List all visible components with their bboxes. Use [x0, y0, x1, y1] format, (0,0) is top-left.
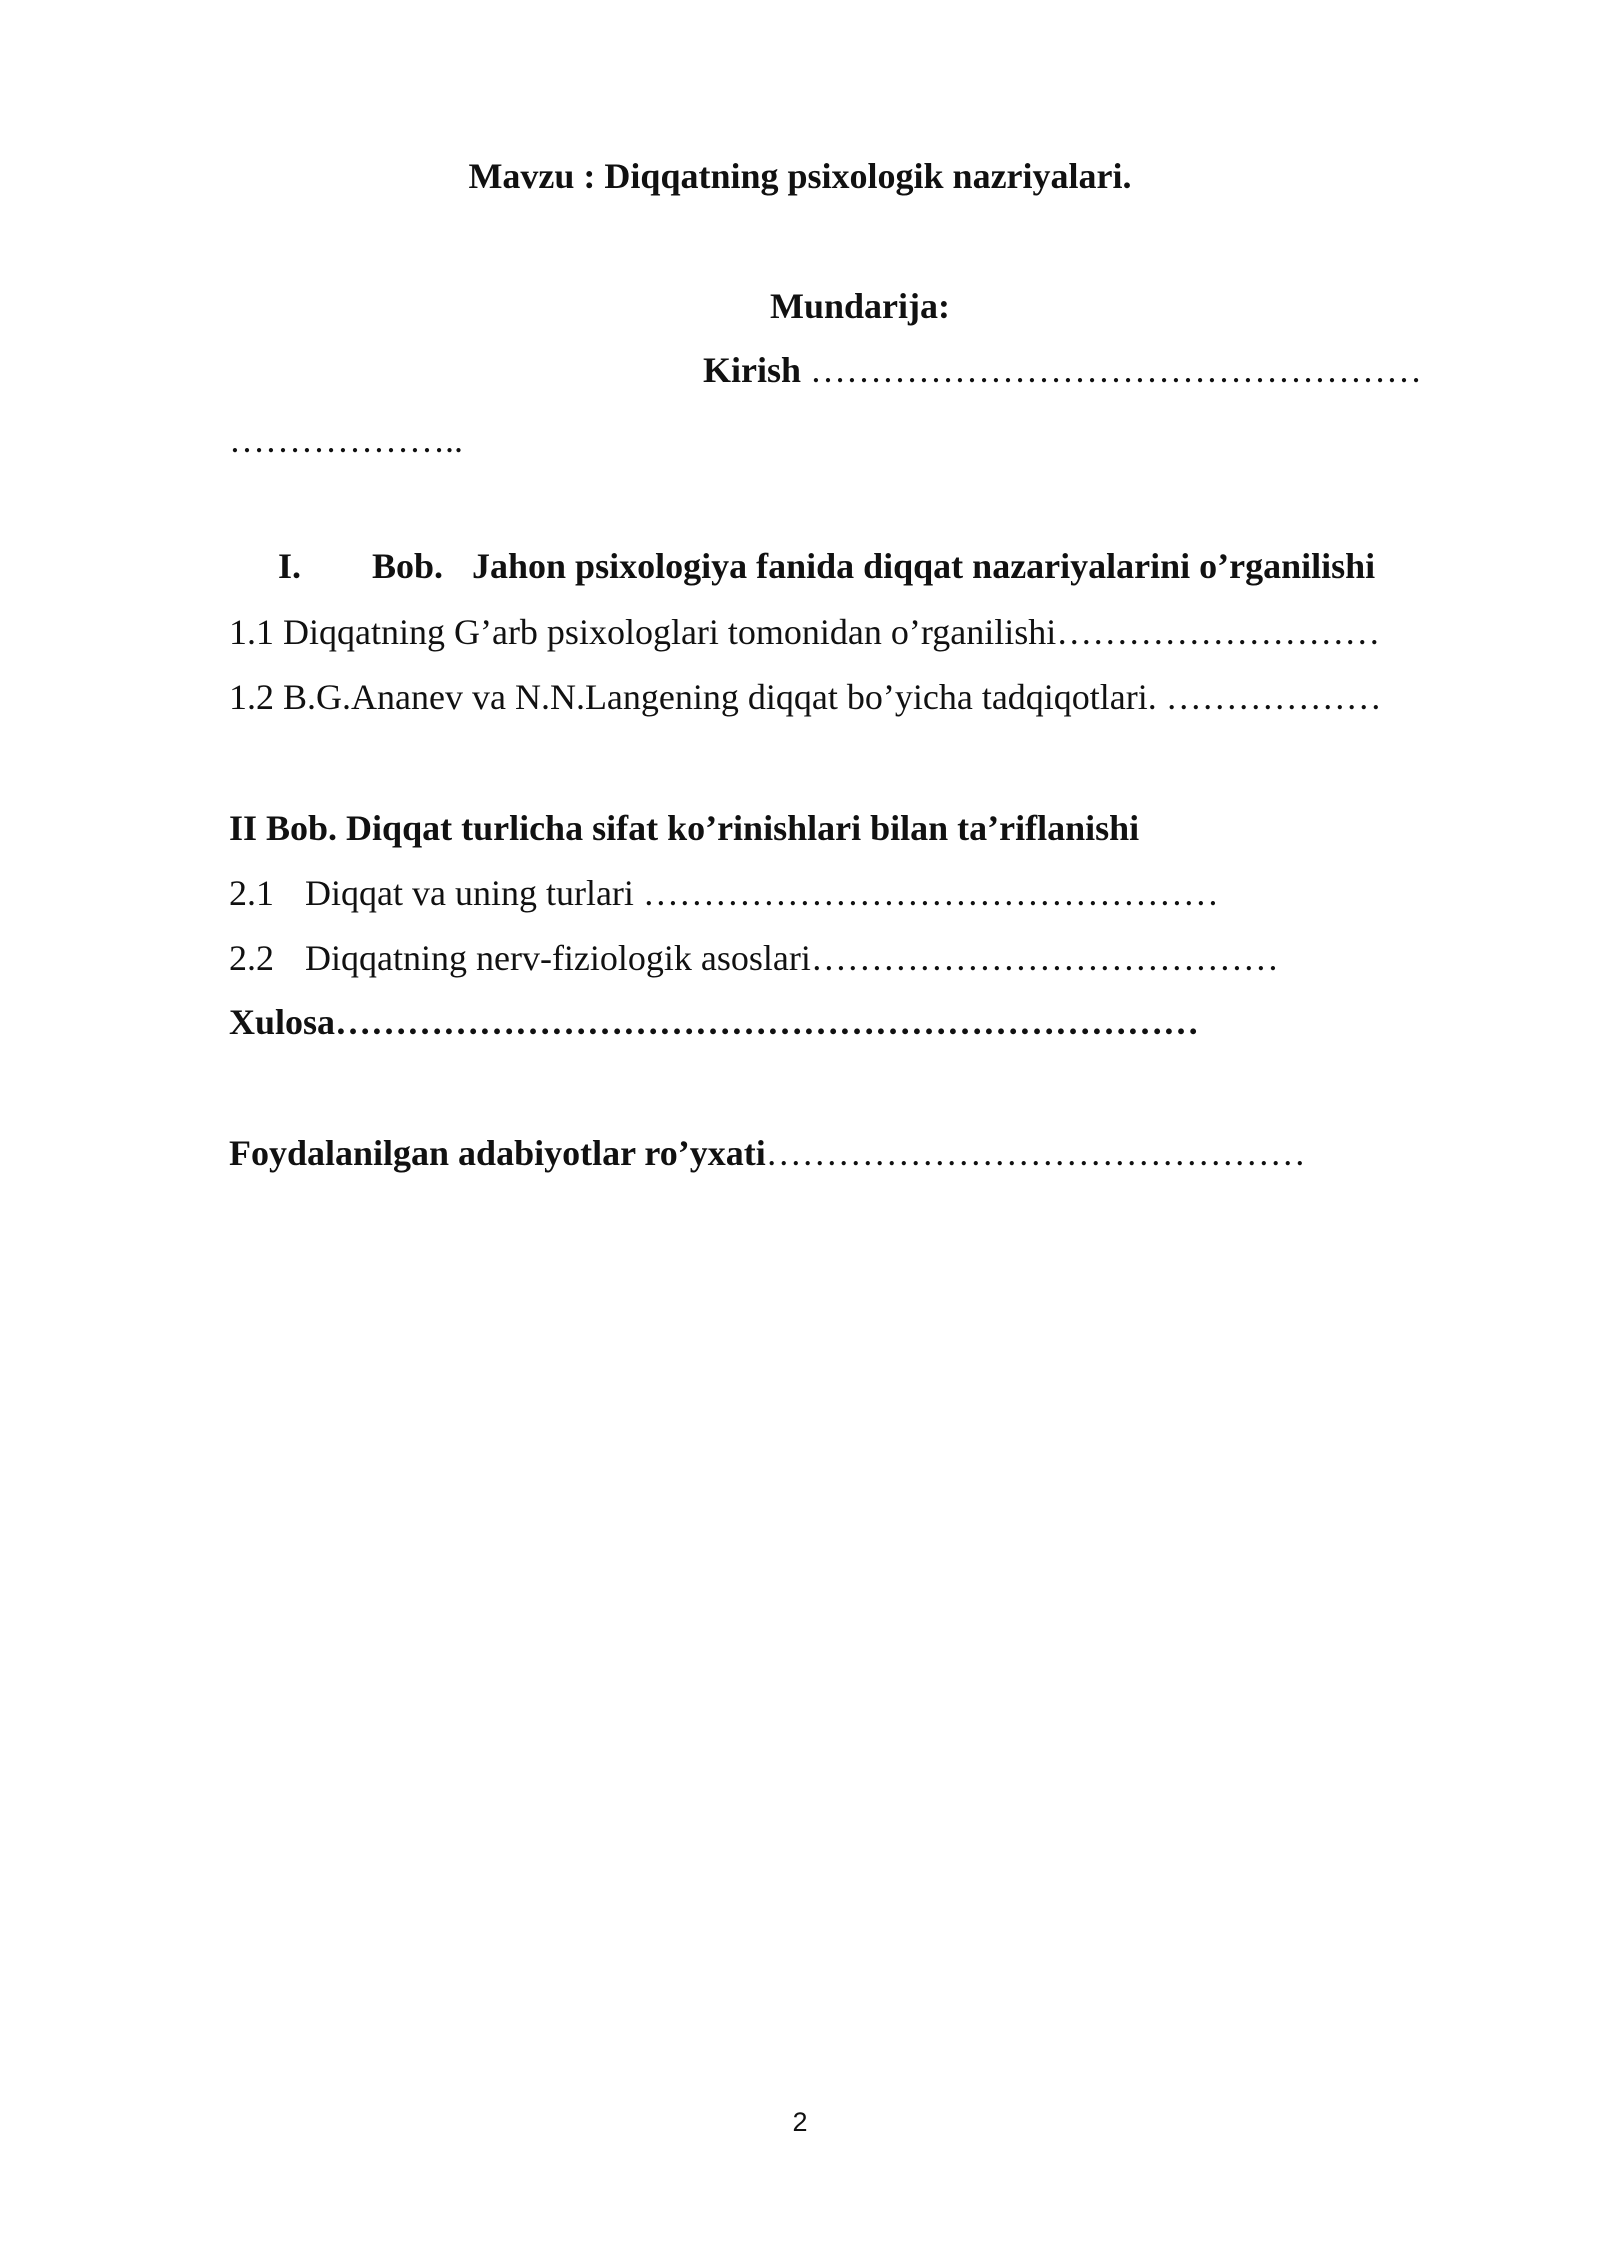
chapter-1-title: Jahon psixologiya fanida diqqat nazariyalarini o’rganilishi: [472, 546, 1376, 586]
toc-section-2-1: [229, 871, 1219, 915]
toc-section-2-2: [229, 936, 1279, 980]
toc-chapter-1: [278, 544, 1375, 588]
chapter-1-number: I.: [278, 546, 302, 586]
section-2-1-number: 2.1: [229, 873, 274, 913]
contents-heading: Mundarija:: [770, 286, 950, 326]
page-number: 2: [792, 2107, 808, 2137]
toc-entry-intro-continuation: ………………..: [229, 420, 463, 460]
toc-references-label: Foydalanilgan adabiyotlar ro’yxati: [229, 1133, 766, 1173]
toc-conclusion: Xulosa………………………………………………………………: [229, 1002, 1200, 1042]
toc-section-1-1: 1.1 Diqqatning G’arb psixologlari tomonidan o’rganilishi………………………: [229, 612, 1381, 652]
section-2-2-text: Diqqatning nerv-fiziologik asoslari…………………………………: [305, 938, 1279, 978]
toc-entry-intro-label: Kirish: [703, 350, 802, 390]
document-title: Mavzu : Diqqatning psixologik nazriyalari.: [468, 156, 1132, 196]
toc-entry-intro-dots: ……………………………………………: [801, 350, 1423, 390]
toc-entry-intro: [703, 348, 1422, 392]
section-2-2-number: 2.2: [229, 938, 274, 978]
toc-references: [229, 1131, 1306, 1175]
section-2-1-text: Diqqat va uning turlari …………………………………………: [305, 873, 1219, 913]
toc-chapter-2: II Bob. Diqqat turlicha sifat ko’rinishlari bilan ta’riflanishi: [229, 808, 1140, 848]
chapter-1-bob: Bob.: [372, 546, 444, 586]
toc-references-dots: ………………………………………: [765, 1133, 1306, 1173]
toc-section-1-2: 1.2 B.G.Ananev va N.N.Langening diqqat bo’yicha tadqiqotlari. ………………: [229, 677, 1382, 717]
